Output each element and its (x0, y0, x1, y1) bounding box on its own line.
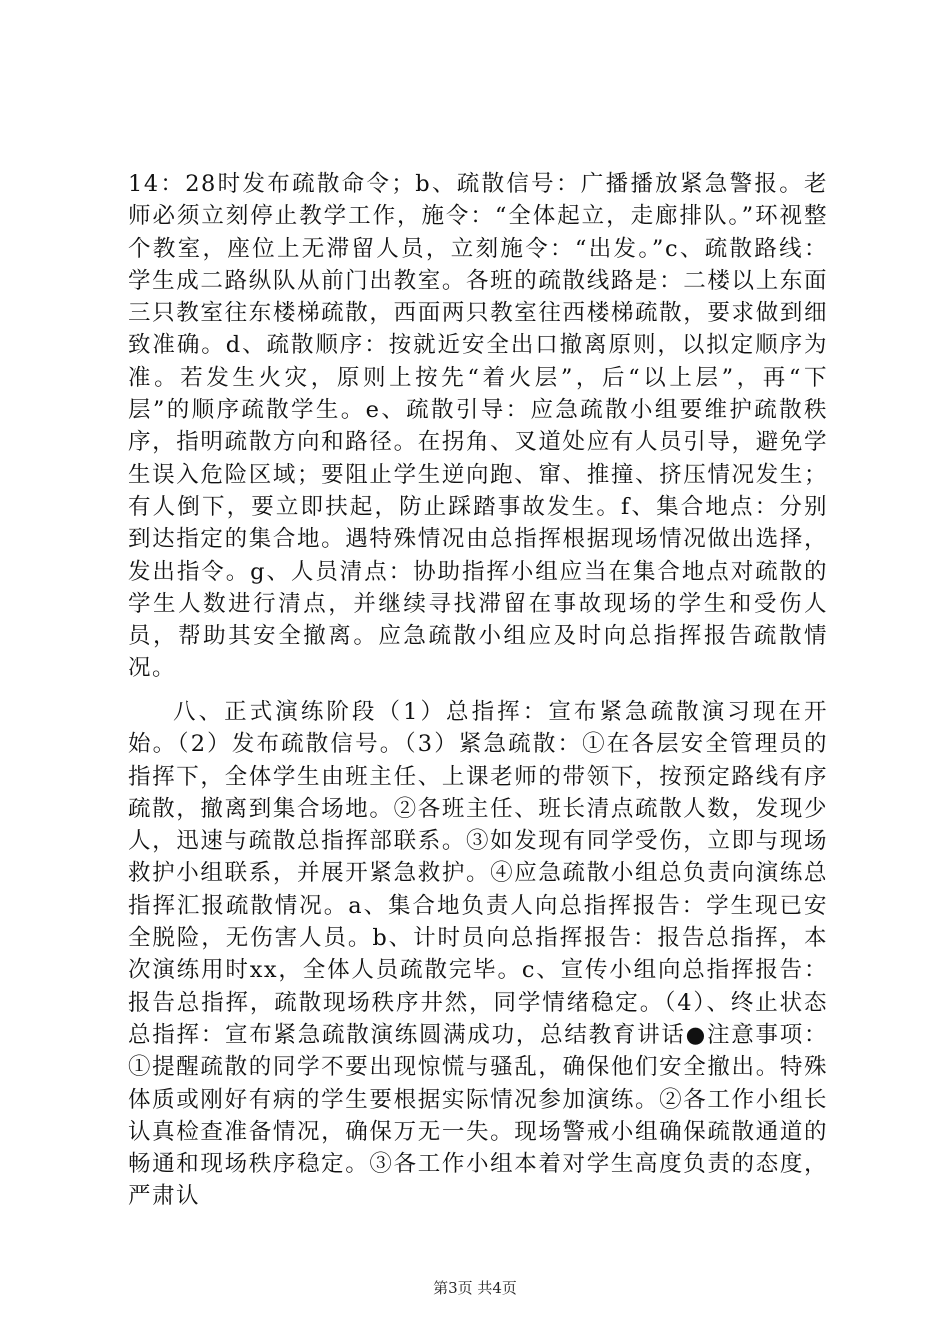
body-paragraph-formal-drill-stage: 八、正式演练阶段（1）总指挥：宣布紧急疏散演习现在开始。（2）发布疏散信号。（3）紧急疏散：①在各层安全管理员的指挥下，全体学生由班主任、上课老师的带领下，按预定路线有序疏散，撤离到集合场地。②各班主任、班长清点疏散人数，发现少人，迅速与疏散总指挥部联系。③如发现有同学受伤，立即与现场救护小组联系，并展开紧急救护。④应急疏散小组总负责向演练总指挥汇报疏散情况。a、集合地负责人向总指挥报告：学生现已安全脱险，无伤害人员。b、计时员向总指挥报告：报告总指挥，本次演练用时xx，全体人员疏散完毕。c、宣传小组向总指挥报告：报告总指挥，疏散现场秩序井然，同学情绪稳定。（4）、终止状态总指挥：宣布紧急疏散演练圆满成功，总结教育讲话●注意事项：①提醒疏散的同学不要出现惊慌与骚乱，确保他们安全撤出。特殊体质或刚好有病的学生要根据实际情况参加演练。②各工作小组长认真检查准备情况，确保万无一失。现场警戒小组确保疏散通道的畅通和现场秩序稳定。③各工作小组本着对学生高度负责的态度，严肃认 (128, 699, 828, 1210)
body-paragraph-evacuation-procedure: 14：28时发布疏散命令；b、疏散信号：广播播放紧急警报。老师必须立刻停止教学工作，施令：“全体起立，走廊排队。”环视整个教室，座位上无滞留人员，立刻施令：“出发。”c、疏散路线：学生成二路纵队从前门出教室。各班的疏散线路是：二楼以上东面三只教室往东楼梯疏散，西面两只教室往西楼梯疏散，要求做到细致准确。d、疏散顺序：按就近安全出口撤离原则，以拟定顺序为准。若发生火灾，原则上按先“着火层”，后“以上层”，再“下层”的顺序疏散学生。e、疏散引导：应急疏散小组要维护疏散秩序，指明疏散方向和路径。在拐角、叉道处应有人员引导，避免学生误入危险区域；要阻止学生逆向跑、窜、推撞、挤压情况发生；有人倒下，要立即扶起，防止踩踏事故发生。f、集合地点：分别到达指定的集合地。遇特殊情况由总指挥根据现场情况做出选择，发出指令。g、人员清点：协助指挥小组应当在集合地点对疏散的学生人数进行清点，并继续寻找滞留在事故现场的学生和受伤人员，帮助其安全撤离。应急疏散小组应及时向总指挥报告疏散情况。 (128, 171, 828, 682)
page-number-footer: 第3页 共4页 (433, 1279, 517, 1297)
